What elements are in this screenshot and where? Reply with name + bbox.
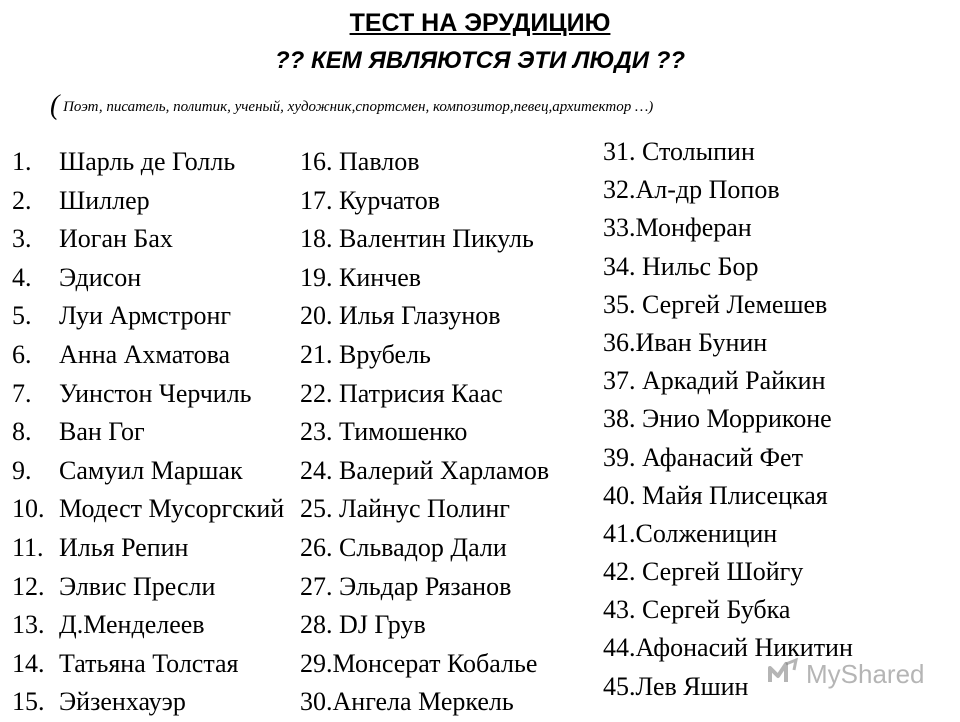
list-item: 39. Афанасий Фет [603, 442, 803, 472]
watermark [766, 656, 925, 692]
list-item: 22. Патрисия Каас [300, 378, 503, 408]
list-item [12, 606, 284, 645]
list-item: 42. Сергей Шойгу [603, 557, 804, 587]
item-number: 1. [12, 147, 32, 176]
list-item [12, 490, 284, 529]
list-item: 21. Врубель [300, 339, 431, 369]
item-number: 14. [12, 648, 45, 678]
page-title: ТЕСТ НА ЭРУДИЦИЮ [349, 9, 611, 37]
list-item: 33.Монферан [603, 213, 752, 243]
list-item: 20. Илья Глазунов [300, 301, 501, 331]
item-number: 3. [12, 224, 32, 254]
list-item: 41.Солженицин [603, 518, 778, 548]
item-name: Луи Армстронг [59, 301, 232, 331]
myshared-logo-icon [766, 656, 800, 693]
list-item [12, 143, 284, 182]
list-item [12, 413, 284, 452]
item-number: 15. [12, 687, 45, 717]
list-item [12, 568, 284, 607]
item-number: 9. [12, 455, 32, 485]
watermark-text: MyShared [806, 658, 925, 689]
item-name: Самуил Маршак [59, 455, 243, 485]
list-item: 40. Майя Плисецкая [603, 480, 828, 510]
item-number: 11. [12, 532, 44, 562]
list-item: 31. Столыпин [603, 137, 755, 166]
list-item [12, 336, 284, 375]
list-item: 16. Павлов [300, 147, 420, 176]
list-item [12, 529, 284, 568]
list-item [12, 297, 284, 336]
item-number: 6. [12, 339, 32, 369]
list-item [12, 259, 284, 298]
item-number: 12. [12, 571, 45, 601]
item-number: 5. [12, 301, 32, 331]
list-item: 36.Иван Бунин [603, 327, 768, 357]
list-item: 32.Ал-др Попов [603, 175, 780, 205]
list-item: 23. Тимошенко [300, 417, 468, 447]
list-item: 18. Валентин Пикуль [300, 224, 534, 254]
hint-text: Поэт, писатель, политик, ученый, художник,спортсмен, композитор,певец,архитектор …) [59, 99, 654, 115]
list-item: 29.Монсерат Кобалье [300, 648, 538, 678]
item-name: Ван Гог [59, 417, 145, 447]
item-name: Эдисон [59, 262, 142, 292]
list-item [12, 375, 284, 414]
names-column-2 [300, 143, 549, 722]
list-item [12, 645, 284, 684]
page-subtitle: ?? КЕМ ЯВЛЯЮТСЯ ЭТИ ЛЮДИ ?? [274, 47, 686, 74]
list-item: 44.Афонасий Никитин [603, 633, 853, 663]
item-name: Эйзенхауэр [59, 687, 186, 717]
list-item: 43. Сергей Бубка [603, 595, 791, 625]
list-item: 37. Аркадий Райкин [603, 366, 826, 396]
item-number: 2. [12, 185, 32, 215]
list-item: 34. Нильс Бор [603, 251, 759, 281]
item-name: Анна Ахматова [59, 339, 231, 369]
list-item: 35. Сергей Лемешев [603, 289, 828, 319]
names-column-3 [603, 133, 853, 706]
list-item: 28. DJ Грув [300, 610, 426, 640]
item-name: Илья Репин [59, 532, 189, 562]
item-name: Шарль де Голль [59, 147, 236, 176]
list-item: 30.Ангела Меркель [300, 687, 514, 717]
list-item: 24. Валерий Харламов [300, 455, 550, 485]
names-column-1 [12, 143, 284, 722]
hint-open-paren: ( [50, 90, 60, 121]
list-item: 26. Сльвадор Дали [300, 532, 507, 562]
item-number: 10. [12, 494, 45, 524]
list-item: 19. Кинчев [300, 262, 422, 292]
item-name: Иоган Бах [59, 224, 173, 254]
item-name: Модест Мусоргский [59, 494, 285, 524]
list-item [12, 452, 284, 491]
list-item [12, 220, 284, 259]
item-name: Уинстон Черчиль [59, 378, 252, 408]
item-number: 7. [12, 378, 32, 408]
list-item [12, 182, 284, 221]
list-item: 38. Энио Морриконе [603, 404, 832, 434]
item-number: 8. [12, 417, 32, 447]
list-item: 45.Лев Яшин [603, 671, 749, 701]
list-item [12, 683, 284, 722]
item-number: 13. [12, 610, 45, 640]
item-name: Д.Менделеев [59, 610, 205, 640]
item-number: 4. [12, 262, 32, 292]
item-name: Шиллер [59, 185, 150, 215]
list-item: 27. Эльдар Рязанов [300, 571, 512, 601]
hint-line [50, 88, 930, 125]
list-item: 25. Лайнус Полинг [300, 494, 510, 524]
item-name: Элвис Пресли [59, 571, 216, 601]
list-item: 17. Курчатов [300, 185, 440, 215]
item-name: Татьяна Толстая [59, 648, 239, 678]
